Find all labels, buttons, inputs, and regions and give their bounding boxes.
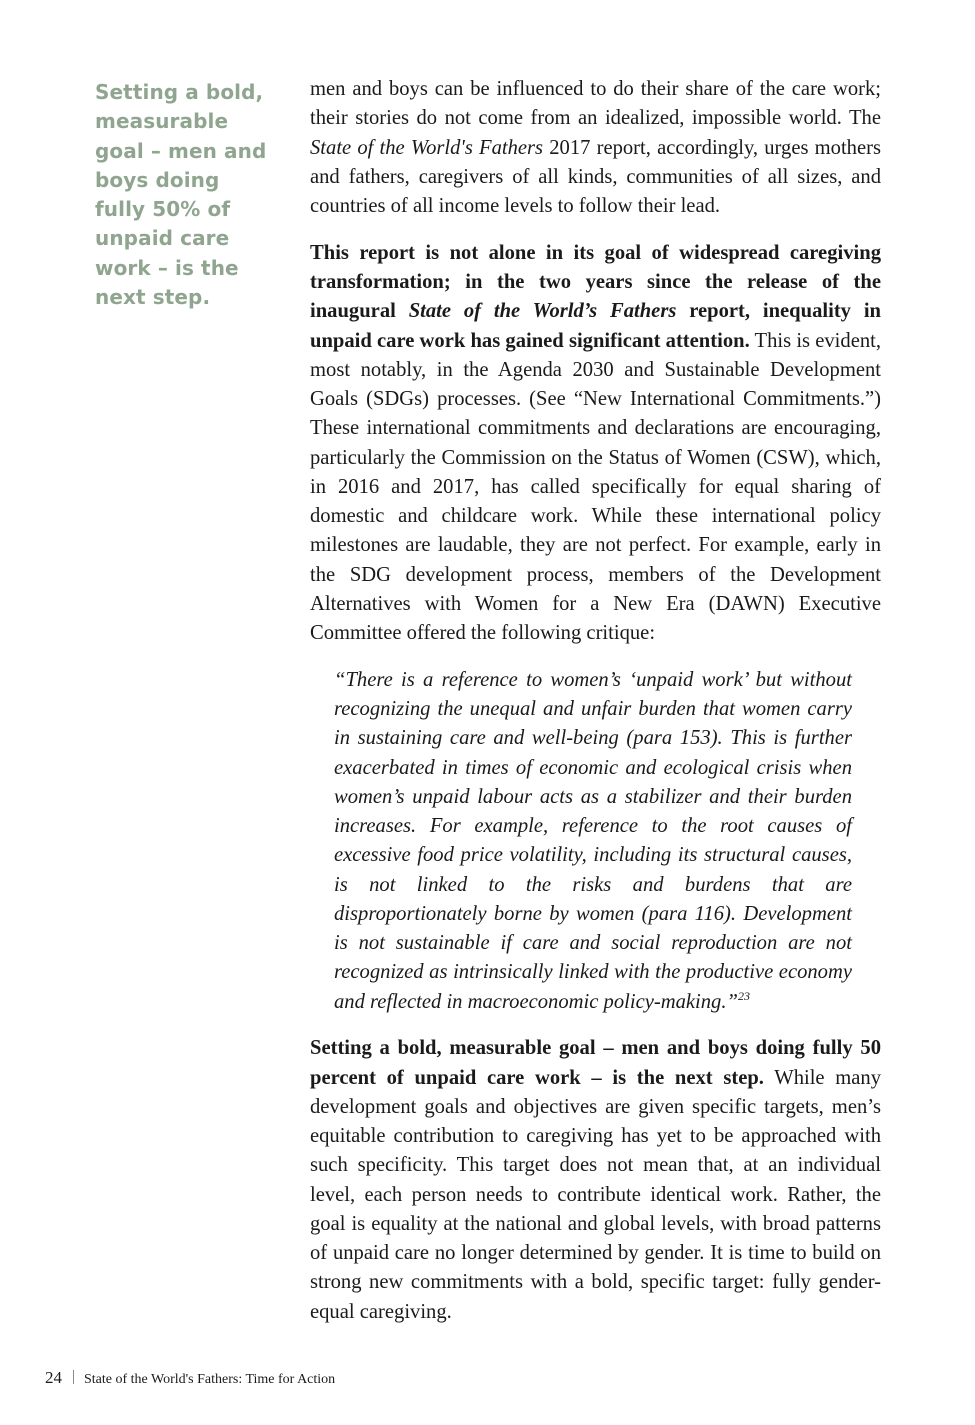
paragraph-2	[310, 239, 881, 649]
main-text-column	[310, 75, 881, 1344]
paragraph-1	[310, 75, 881, 221]
block-quote-text: “There is a reference to women’s ‘unpaid work’ but without recognizing the unequal and unfair burden that women carry in sustaining care and well-being (para 153). This is further exacerbated in times of economic and ecological crisis when women’s unpaid labour acts as a stabilizer and their burden increases. For example, reference to the root causes of excessive food price volatility, including its structural causes, is not linked to the risks and burdens that are disproportionately borne by women (para 116). Development is not sustainable if care and social reproduction are not recognized as intrinsically linked with the productive economy and reflected in macroeconomic policy-making.”	[334, 668, 852, 1013]
report-title-italic: State of the World's Fathers	[310, 136, 544, 159]
report-title-bold-italic	[409, 300, 677, 322]
paragraph-3	[310, 1034, 881, 1327]
pull-quote: Setting a bold, measurable goal – men and boys doing fully 50% of unpaid care work – is the next step.	[95, 80, 267, 310]
paragraph-2-body: This is evident, most notably, in the Agenda 2030 and Sustainable Development Goals (SDGs) processes. (See “New International Commitments.”) These international commitments and declarations are encouraging, particularly the Commission on the Status of Women (CSW), which, in 2016 and 2017, has called specifically for equal sharing of domestic and childcare work. While these international policy milestones are laudable, they are not perfect. For example, early in the SDG development process, members of the Development Alternatives with Women for a New Era (DAWN) Executive Committee offered the following critique:	[310, 329, 881, 644]
block-quote	[310, 666, 881, 1017]
report-title-bold-italic-text: State of the World’s Fathers	[408, 300, 677, 323]
publication-title: State of the World's Fathers: Time for Action	[84, 1372, 336, 1387]
paragraph-2-lead-bold-b: report, inequality in unpaid care work has gained significant attention.	[310, 300, 882, 352]
footer-divider	[73, 1370, 74, 1384]
paragraph-1-text-a: men and boys can be influenced to do their share of the care work; their stories do not come from an idealized, impossible world. The	[310, 78, 881, 130]
paragraph-1-text-b: 2017 report, accordingly, urges mothers and fathers, caregivers of all kinds, communities of all sizes, and countries of all income levels to follow their lead.	[310, 136, 881, 217]
page-footer	[45, 1368, 335, 1388]
paragraph-3-lead-bold: Setting a bold, measurable goal – men and boys doing fully 50 percent of unpaid care work – is the next step.	[310, 1037, 881, 1089]
page-number: 24	[45, 1368, 62, 1387]
paragraph-3-body: While many development goals and objectives are given specific targets, men’s equitable contribution to caregiving has yet to be approached with such specificity. This target does not mean that, at an individual level, each person needs to contribute identical work. Rather, the goal is equality at the national and global levels, with broad patterns of unpaid care no longer determined by gender. It is time to build on strong new commitments with a bold, specific target: fully gender-equal caregiving.	[310, 1066, 881, 1323]
footnote-marker: 23	[737, 988, 750, 1003]
paragraph-2-lead-bold-a: This report is not alone in its goal of widespread caregiving transformation; in the two years since the release of the inaugural	[310, 241, 881, 323]
